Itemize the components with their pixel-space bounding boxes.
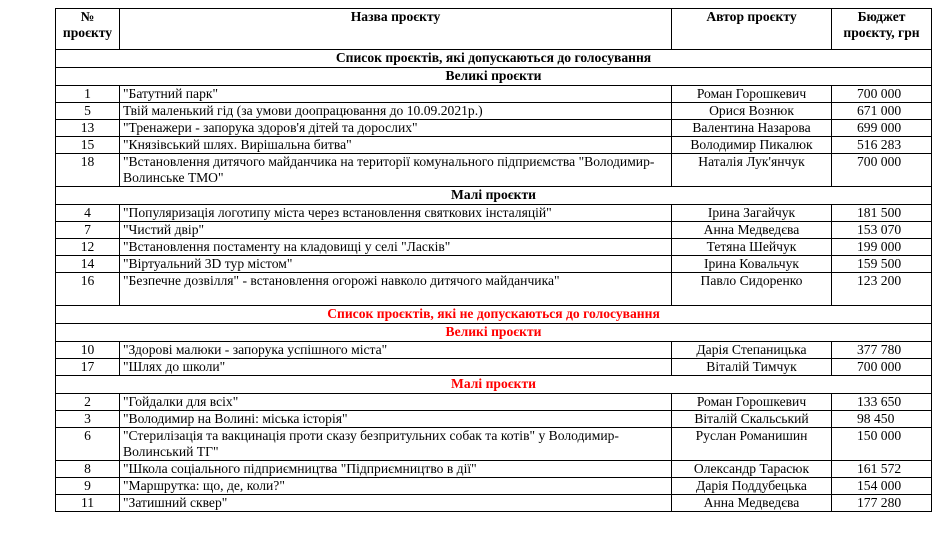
- project-author: Анна Медведєва: [672, 222, 832, 239]
- project-name: "Батутний парк": [120, 86, 672, 103]
- table-row: [56, 394, 932, 411]
- project-name: "Віртуальний 3D тур містом": [120, 256, 672, 273]
- projects-table: [55, 8, 932, 512]
- table-header-row: [56, 9, 932, 50]
- table-row: [56, 137, 932, 154]
- group-title: Великі проєкти: [56, 68, 932, 86]
- table-row: [56, 342, 932, 359]
- project-name: "Тренажери - запорука здоров'я дітей та дорослих": [120, 120, 672, 137]
- project-name: "Здорові малюки - запорука успішного міста": [120, 342, 672, 359]
- project-number: 8: [56, 461, 120, 478]
- section-title-row: [56, 306, 932, 324]
- project-author: Наталія Лук'янчук: [672, 154, 832, 187]
- project-budget: 700 000: [832, 86, 932, 103]
- project-author: Дарія Степаницька: [672, 342, 832, 359]
- header-name: Назва проєкту: [120, 9, 672, 50]
- project-budget: 700 000: [832, 154, 932, 187]
- project-name: "Князівський шлях. Вирішальна битва": [120, 137, 672, 154]
- table-row: [56, 495, 932, 512]
- section-title: Список проєктів, які допускаються до голосування: [56, 50, 932, 68]
- header-author: Автор проєкту: [672, 9, 832, 50]
- project-author: Віталій Тимчук: [672, 359, 832, 376]
- project-name: "Школа соціального підприємництва "Підприємництво в дії": [120, 461, 672, 478]
- project-number: 16: [56, 273, 120, 306]
- project-budget: 181 500: [832, 205, 932, 222]
- project-budget: 123 200: [832, 273, 932, 306]
- section-title-row: [56, 50, 932, 68]
- project-number: 1: [56, 86, 120, 103]
- table-row: [56, 273, 932, 306]
- project-name: "Маршрутка: що, де, коли?": [120, 478, 672, 495]
- group-title-row: [56, 324, 932, 342]
- project-name: "Безпечне дозвілля" - встановлення огорожі навколо дитячого майданчика": [120, 273, 672, 306]
- project-number: 10: [56, 342, 120, 359]
- table-body: [56, 50, 932, 512]
- project-number: 15: [56, 137, 120, 154]
- project-author: Володимир Пикалюк: [672, 137, 832, 154]
- header-number: № проєкту: [56, 9, 120, 50]
- project-budget: 98 450: [832, 411, 932, 428]
- project-author: Ірина Загайчук: [672, 205, 832, 222]
- section-title: Список проєктів, які не допускаються до голосування: [56, 306, 932, 324]
- project-name: "Популяризація логотипу міста через встановлення святкових інсталяцій": [120, 205, 672, 222]
- project-number: 9: [56, 478, 120, 495]
- project-name: "Шлях до школи": [120, 359, 672, 376]
- project-author: Тетяна Шейчук: [672, 239, 832, 256]
- table-row: [56, 120, 932, 137]
- project-name: "Затишний сквер": [120, 495, 672, 512]
- project-name: "Встановлення дитячого майданчика на території комунального підприємства "Володимир-Волинське ТМО": [120, 154, 672, 187]
- project-author: Ірина Ковальчук: [672, 256, 832, 273]
- project-author: Дарія Поддубецька: [672, 478, 832, 495]
- project-name: "Чистий двір": [120, 222, 672, 239]
- project-name: "Встановлення постаменту на кладовищі у селі "Ласків": [120, 239, 672, 256]
- project-number: 2: [56, 394, 120, 411]
- project-author: Орися Вознюк: [672, 103, 832, 120]
- group-title-row: [56, 376, 932, 394]
- project-author: Павло Сидоренко: [672, 273, 832, 306]
- table-row: [56, 359, 932, 376]
- project-number: 6: [56, 428, 120, 461]
- project-number: 3: [56, 411, 120, 428]
- table-row: [56, 461, 932, 478]
- table-row: [56, 428, 932, 461]
- project-author: Олександр Тарасюк: [672, 461, 832, 478]
- table-row: [56, 222, 932, 239]
- group-title: Великі проєкти: [56, 324, 932, 342]
- table-row: [56, 86, 932, 103]
- project-number: 11: [56, 495, 120, 512]
- project-author: Валентина Назарова: [672, 120, 832, 137]
- table-row: [56, 239, 932, 256]
- project-budget: 150 000: [832, 428, 932, 461]
- project-name: "Гойдалки для всіх": [120, 394, 672, 411]
- project-budget: 699 000: [832, 120, 932, 137]
- table-row: [56, 103, 932, 120]
- project-number: 17: [56, 359, 120, 376]
- project-budget: 153 070: [832, 222, 932, 239]
- group-title: Малі проєкти: [56, 376, 932, 394]
- group-title-row: [56, 187, 932, 205]
- project-number: 13: [56, 120, 120, 137]
- table-row: [56, 154, 932, 187]
- project-number: 7: [56, 222, 120, 239]
- project-author: Анна Медведєва: [672, 495, 832, 512]
- header-budget: Бюджет проєкту, грн: [832, 9, 932, 50]
- project-budget: 133 650: [832, 394, 932, 411]
- project-number: 12: [56, 239, 120, 256]
- project-author: Віталій Скальський: [672, 411, 832, 428]
- project-budget: 161 572: [832, 461, 932, 478]
- project-number: 5: [56, 103, 120, 120]
- table-row: [56, 205, 932, 222]
- table-row: [56, 411, 932, 428]
- project-budget: 516 283: [832, 137, 932, 154]
- project-budget: 177 280: [832, 495, 932, 512]
- document-page: [55, 8, 932, 512]
- group-title: Малі проєкти: [56, 187, 932, 205]
- project-name: Твій маленький гід (за умови доопрацювання до 10.09.2021р.): [120, 103, 672, 120]
- project-budget: 671 000: [832, 103, 932, 120]
- table-row: [56, 478, 932, 495]
- project-author: Роман Горошкевич: [672, 86, 832, 103]
- project-name: "Стерилізація та вакцинація проти сказу безпритульних собак та котів" у Володимир-Волинський ТГ": [120, 428, 672, 461]
- project-budget: 159 500: [832, 256, 932, 273]
- project-number: 18: [56, 154, 120, 187]
- group-title-row: [56, 68, 932, 86]
- project-name: "Володимир на Волині: міська історія": [120, 411, 672, 428]
- project-author: Руслан Романишин: [672, 428, 832, 461]
- project-number: 14: [56, 256, 120, 273]
- project-budget: 154 000: [832, 478, 932, 495]
- project-author: Роман Горошкевич: [672, 394, 832, 411]
- project-budget: 377 780: [832, 342, 932, 359]
- project-budget: 199 000: [832, 239, 932, 256]
- project-budget: 700 000: [832, 359, 932, 376]
- table-row: [56, 256, 932, 273]
- project-number: 4: [56, 205, 120, 222]
